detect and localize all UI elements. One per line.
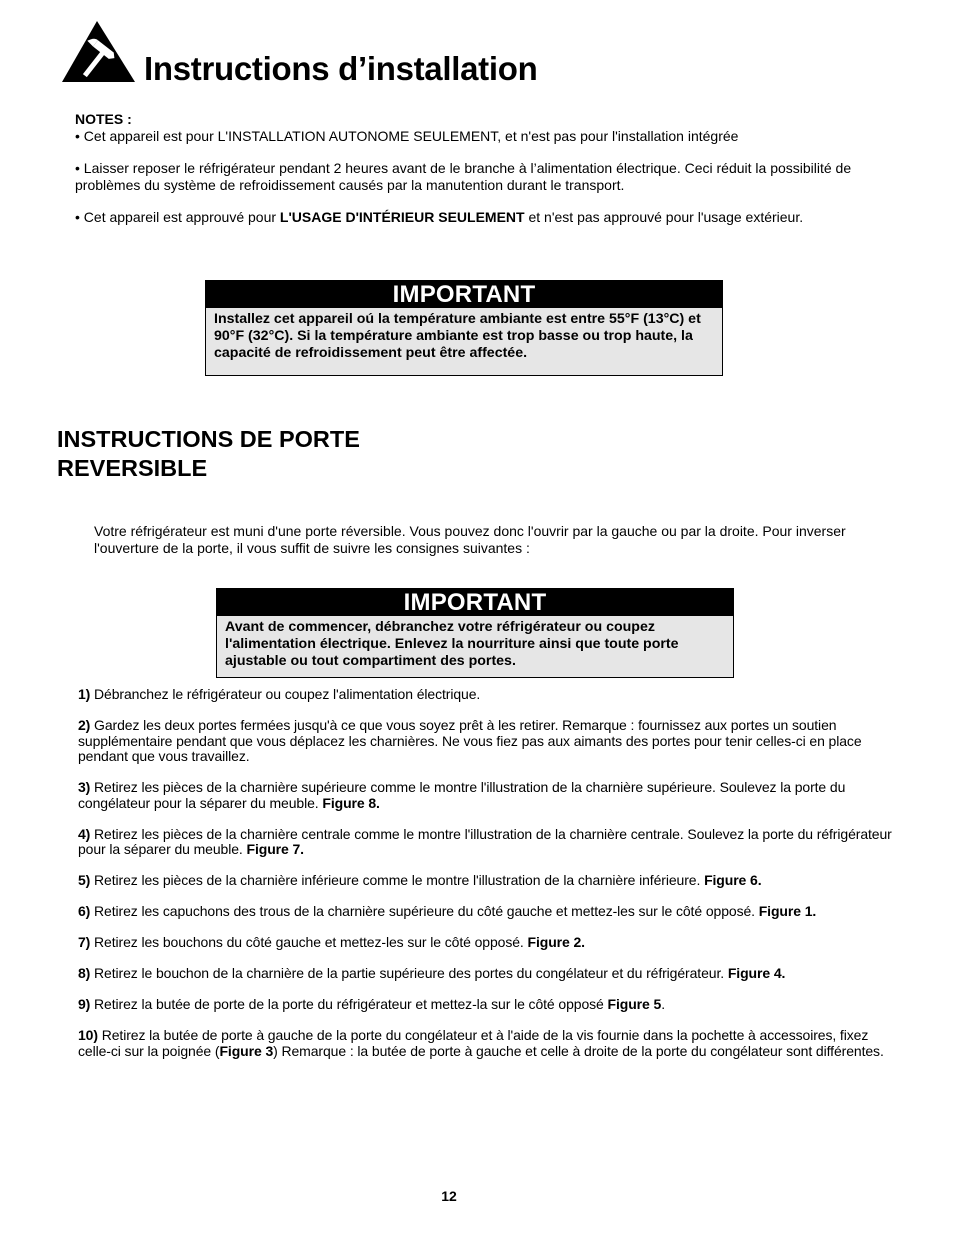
step-item: 1) Débranchez le réfrigérateur ou coupez l'alimentation électrique. xyxy=(78,686,481,702)
important-heading: IMPORTANT xyxy=(206,281,722,308)
step-item: 6) Retirez les capuchons des trous de la charnière supérieure du côté gauche et mettez-les sur le côté opposé. Figure 1. xyxy=(78,903,817,919)
note-item: • Cet appareil est approuvé pour L'USAGE D'INTÉRIEUR SEULEMENT et n'est pas approuvé pour l'usage extérieur. xyxy=(75,209,804,225)
steps-list xyxy=(78,687,903,1075)
page-number: 12 xyxy=(441,1188,457,1204)
hammer-warning-icon xyxy=(61,20,136,83)
step-item: 9) Retirez la butée de porte de la porte du réfrigérateur et mettez-la sur le côté opposé Figure 5. xyxy=(78,996,665,1012)
important-box xyxy=(205,280,723,376)
step-item: 8) Retirez le bouchon de la charnière de la partie supérieure des portes du congélateur et du réfrigérateur. Figure 4. xyxy=(78,965,786,981)
page-title: Instructions d’installation xyxy=(144,50,538,87)
step-item: 10) Retirez la butée de porte à gauche de la porte du congélateur et à l'aide de la vis fournie dans la pochette à accessoires, fixez celle-ci sur la poignée (Figure 3) Remarque : la butée de porte à gauche et celle à droite de la porte du congélateur sont différentes. xyxy=(78,1027,884,1059)
step-item: 2) Gardez les deux portes fermées jusqu'à ce que vous soyez prêt à les retirer. Remarque : fournissez aux portes un soutien supplémentaire pendant que vous déplacez les charnières. Ne vous fiez pas aux aimants des portes pour tenir celles-ci en place pendant que vous travaillez. xyxy=(78,717,862,764)
step-item: 4) Retirez les pièces de la charnière centrale comme le montre l'illustration de la charnière centrale. Soulevez la porte du réfrigérateur pour la séparer du meuble. Figure 7. xyxy=(78,825,892,857)
important-heading: IMPORTANT xyxy=(217,589,733,616)
section-intro: Votre réfrigérateur est muni d'une porte réversible. Vous pouvez donc l'ouvrir par la gauche ou par la droite. Pour inverser l'ouverture de la porte, il vous suffit de suivre les consignes suivantes : xyxy=(94,523,846,556)
important-text: Avant de commencer, débranchez votre réfrigérateur ou coupez l'alimentation électrique. Enlevez la nourriture ainsi que toute porte ajustable ou tout compartiment des portes. xyxy=(225,619,679,669)
notes-label: NOTES : xyxy=(75,111,132,127)
important-text: Installez cet appareil oú la température ambiante est entre 55°F (13°C) et 90°F (32°C). Si la température ambiante est trop basse ou trop haute, la capacité de refroidissement peut être affectée. xyxy=(214,311,701,361)
notes-section xyxy=(75,111,905,226)
step-item: 7) Retirez les bouchons du côté gauche et mettez-les sur le côté opposé. Figure 2. xyxy=(78,934,585,950)
section-title: INSTRUCTIONS DE PORTE REVERSIBLE xyxy=(57,426,360,481)
note-item: • Cet appareil est pour L'INSTALLATION AUTONOME SEULEMENT, et n'est pas pour l'installation intégrée xyxy=(75,127,739,144)
step-item: 5) Retirez les pièces de la charnière inférieure comme le montre l'illustration de la charnière inférieure. Figure 6. xyxy=(78,872,762,888)
note-item: • Laisser reposer le réfrigérateur pendant 2 heures avant de le branche à l’alimentation électrique. Ceci réduit la possibilité de problèmes du système de refroidissement causés par la manutention durant le transport. xyxy=(75,160,852,193)
important-box xyxy=(216,588,734,678)
step-item: 3) Retirez les pièces de la charnière supérieure comme le montre l'illustration de la charnière supérieure. Soulevez la porte du congélateur pour la séparer du meuble. Figure 8. xyxy=(78,779,846,811)
